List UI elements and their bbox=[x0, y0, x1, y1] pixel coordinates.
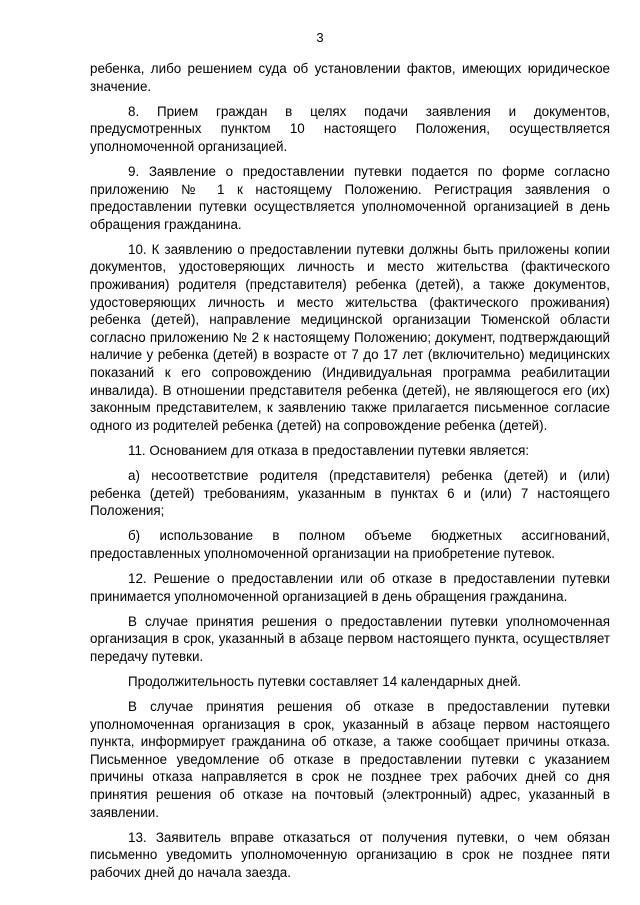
paragraph-item-12-duration: Продолжительность путевки составляет 14 календарных дней. bbox=[128, 673, 522, 689]
document-body bbox=[90, 60, 610, 889]
paragraph-item-10: 10. К заявлению о предоставлении путевки должны быть приложены копии документов, удостоверяющих личность и место жительства (фактического проживания) родителя (представителя) ребенка (детей), а также документов, удостоверяющих личность и место жительства (фактического проживания) ребенка (детей), направление медицинской организации Тюменской области согласно приложению № 2 к настоящему Положению; документ, подтверждающий наличие у ребенка (детей) в возрасте от 7 до 17 лет (включительно) медицинских показаний к его сопровождению (Индивидуальная программа реабилитации инвалида). В отношении представителя ребенка (детей), не являющегося его (их) законным представителем, к заявлению также прилагается письменное согласие одного из родителей ребенка (детей) на сопровождение ребенка (детей). bbox=[90, 241, 610, 433]
paragraph-item-9: 9. Заявление о предоставлении путевки подается по форме согласно приложению № 1 к настоящему Положению. Регистрация заявления о предоставлении путевки осуществляется уполномоченной организацией в день обращения гражданина. bbox=[90, 163, 610, 232]
page-number: 3 bbox=[316, 30, 324, 45]
paragraph-item-11-b: б) использование в полном объеме бюджетных ассигнований, предоставленных уполномоченной организации на приобретение путевок. bbox=[90, 528, 610, 561]
paragraph-item-13: 13. Заявитель вправе отказаться от получения путевки, о чем обязан письменно уведомить уполномоченную организацию в срок не позднее пяти рабочих дней до начала заезда. bbox=[90, 829, 610, 880]
paragraph-item-8: 8. Прием граждан в целях подачи заявления и документов, предусмотренных пунктом 10 настоящего Положения, осуществляется уполномоченной организацией. bbox=[90, 103, 610, 154]
paragraph-continuation: ребенка, либо решением суда об установлении фактов, имеющих юридическое значение. bbox=[90, 61, 610, 94]
paragraph-item-11: 11. Основанием для отказа в предоставлении путевки является: bbox=[128, 442, 530, 458]
paragraph-item-11-a: а) несоответствие родителя (представителя) ребенка (детей) и (или) ребенка (детей) требованиям, указанным в пунктах 6 и (или) 7 настоящего Положения; bbox=[90, 467, 610, 519]
paragraph-item-12-transfer: В случае принятия решения о предоставлении путевки уполномоченная организация в срок, указанный в абзаце первом настоящего пункта, осуществляет передачу путевки. bbox=[90, 613, 610, 664]
paragraph-item-12: 12. Решение о предоставлении или об отказе в предоставлении путевки принимается уполномоченной организацией в день обращения гражданина. bbox=[90, 570, 610, 604]
paragraph-item-12-refusal: В случае принятия решения об отказе в предоставлении путевки уполномоченная организация в срок, указанный в абзаце первом настоящего пункта, информирует гражданина об отказе, а также сообщает причины отказа. Письменное уведомление об отказе в предоставлении путевки с указанием причины отказа направляется в срок не позднее трех рабочих дней со дня принятия решения об отказе на почтовый (электронный) адрес, указанный в заявлении. bbox=[90, 699, 610, 820]
